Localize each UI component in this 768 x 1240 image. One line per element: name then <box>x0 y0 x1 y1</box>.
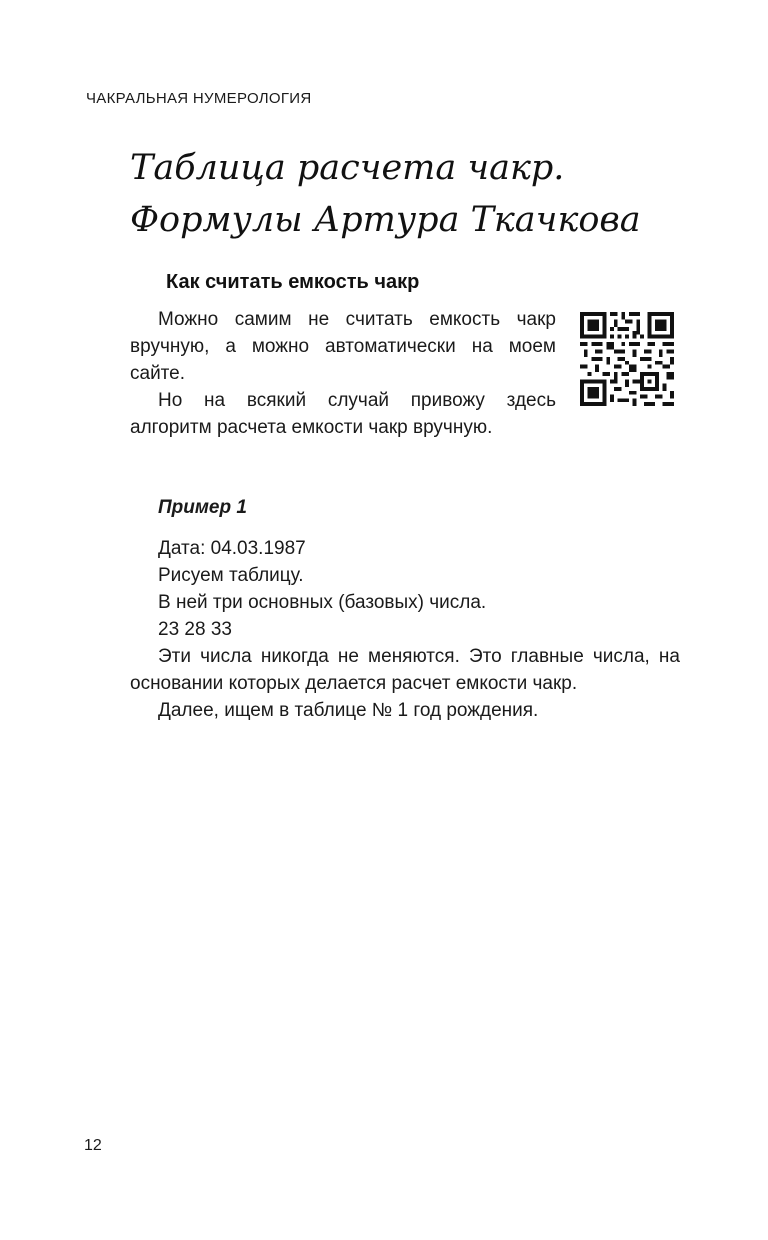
intro-paragraph: Можно самим не считать емкость чакр вручную, а можно автоматически на моем сайте. <box>130 309 556 384</box>
chapter-title-line-1: Таблица расчета чакр. <box>130 148 565 188</box>
section-heading: Как считать емкость чакр <box>166 271 420 293</box>
intro-text <box>130 306 556 441</box>
chapter-title-line-2: Формулы Артура Ткачкова <box>130 200 641 240</box>
qr-code-icon <box>580 312 674 406</box>
intro-paragraph: Но на всякий случай привожу здесь алгоритм расчета емкости чакр вручную. <box>130 390 556 438</box>
example-paragraph: Эти числа никогда не меняются. Это главные числа, на основании которых делается расчет емкости чакр. <box>130 646 680 694</box>
page-number: 12 <box>84 1137 102 1154</box>
chapter-title <box>130 142 690 246</box>
example-label: Пример 1 <box>158 497 247 518</box>
running-header: ЧАКРАЛЬНАЯ НУМЕРОЛОГИЯ <box>86 90 312 107</box>
example-paragraph: В ней три основных (базовых) числа. <box>158 592 487 613</box>
example-paragraph: Дата: 04.03.1987 <box>158 538 306 559</box>
example-paragraph: 23 28 33 <box>158 619 232 640</box>
example-paragraph: Рисуем таблицу. <box>158 565 304 586</box>
example-body <box>130 535 680 724</box>
example-paragraph: Далее, ищем в таблице № 1 год рождения. <box>158 700 539 721</box>
